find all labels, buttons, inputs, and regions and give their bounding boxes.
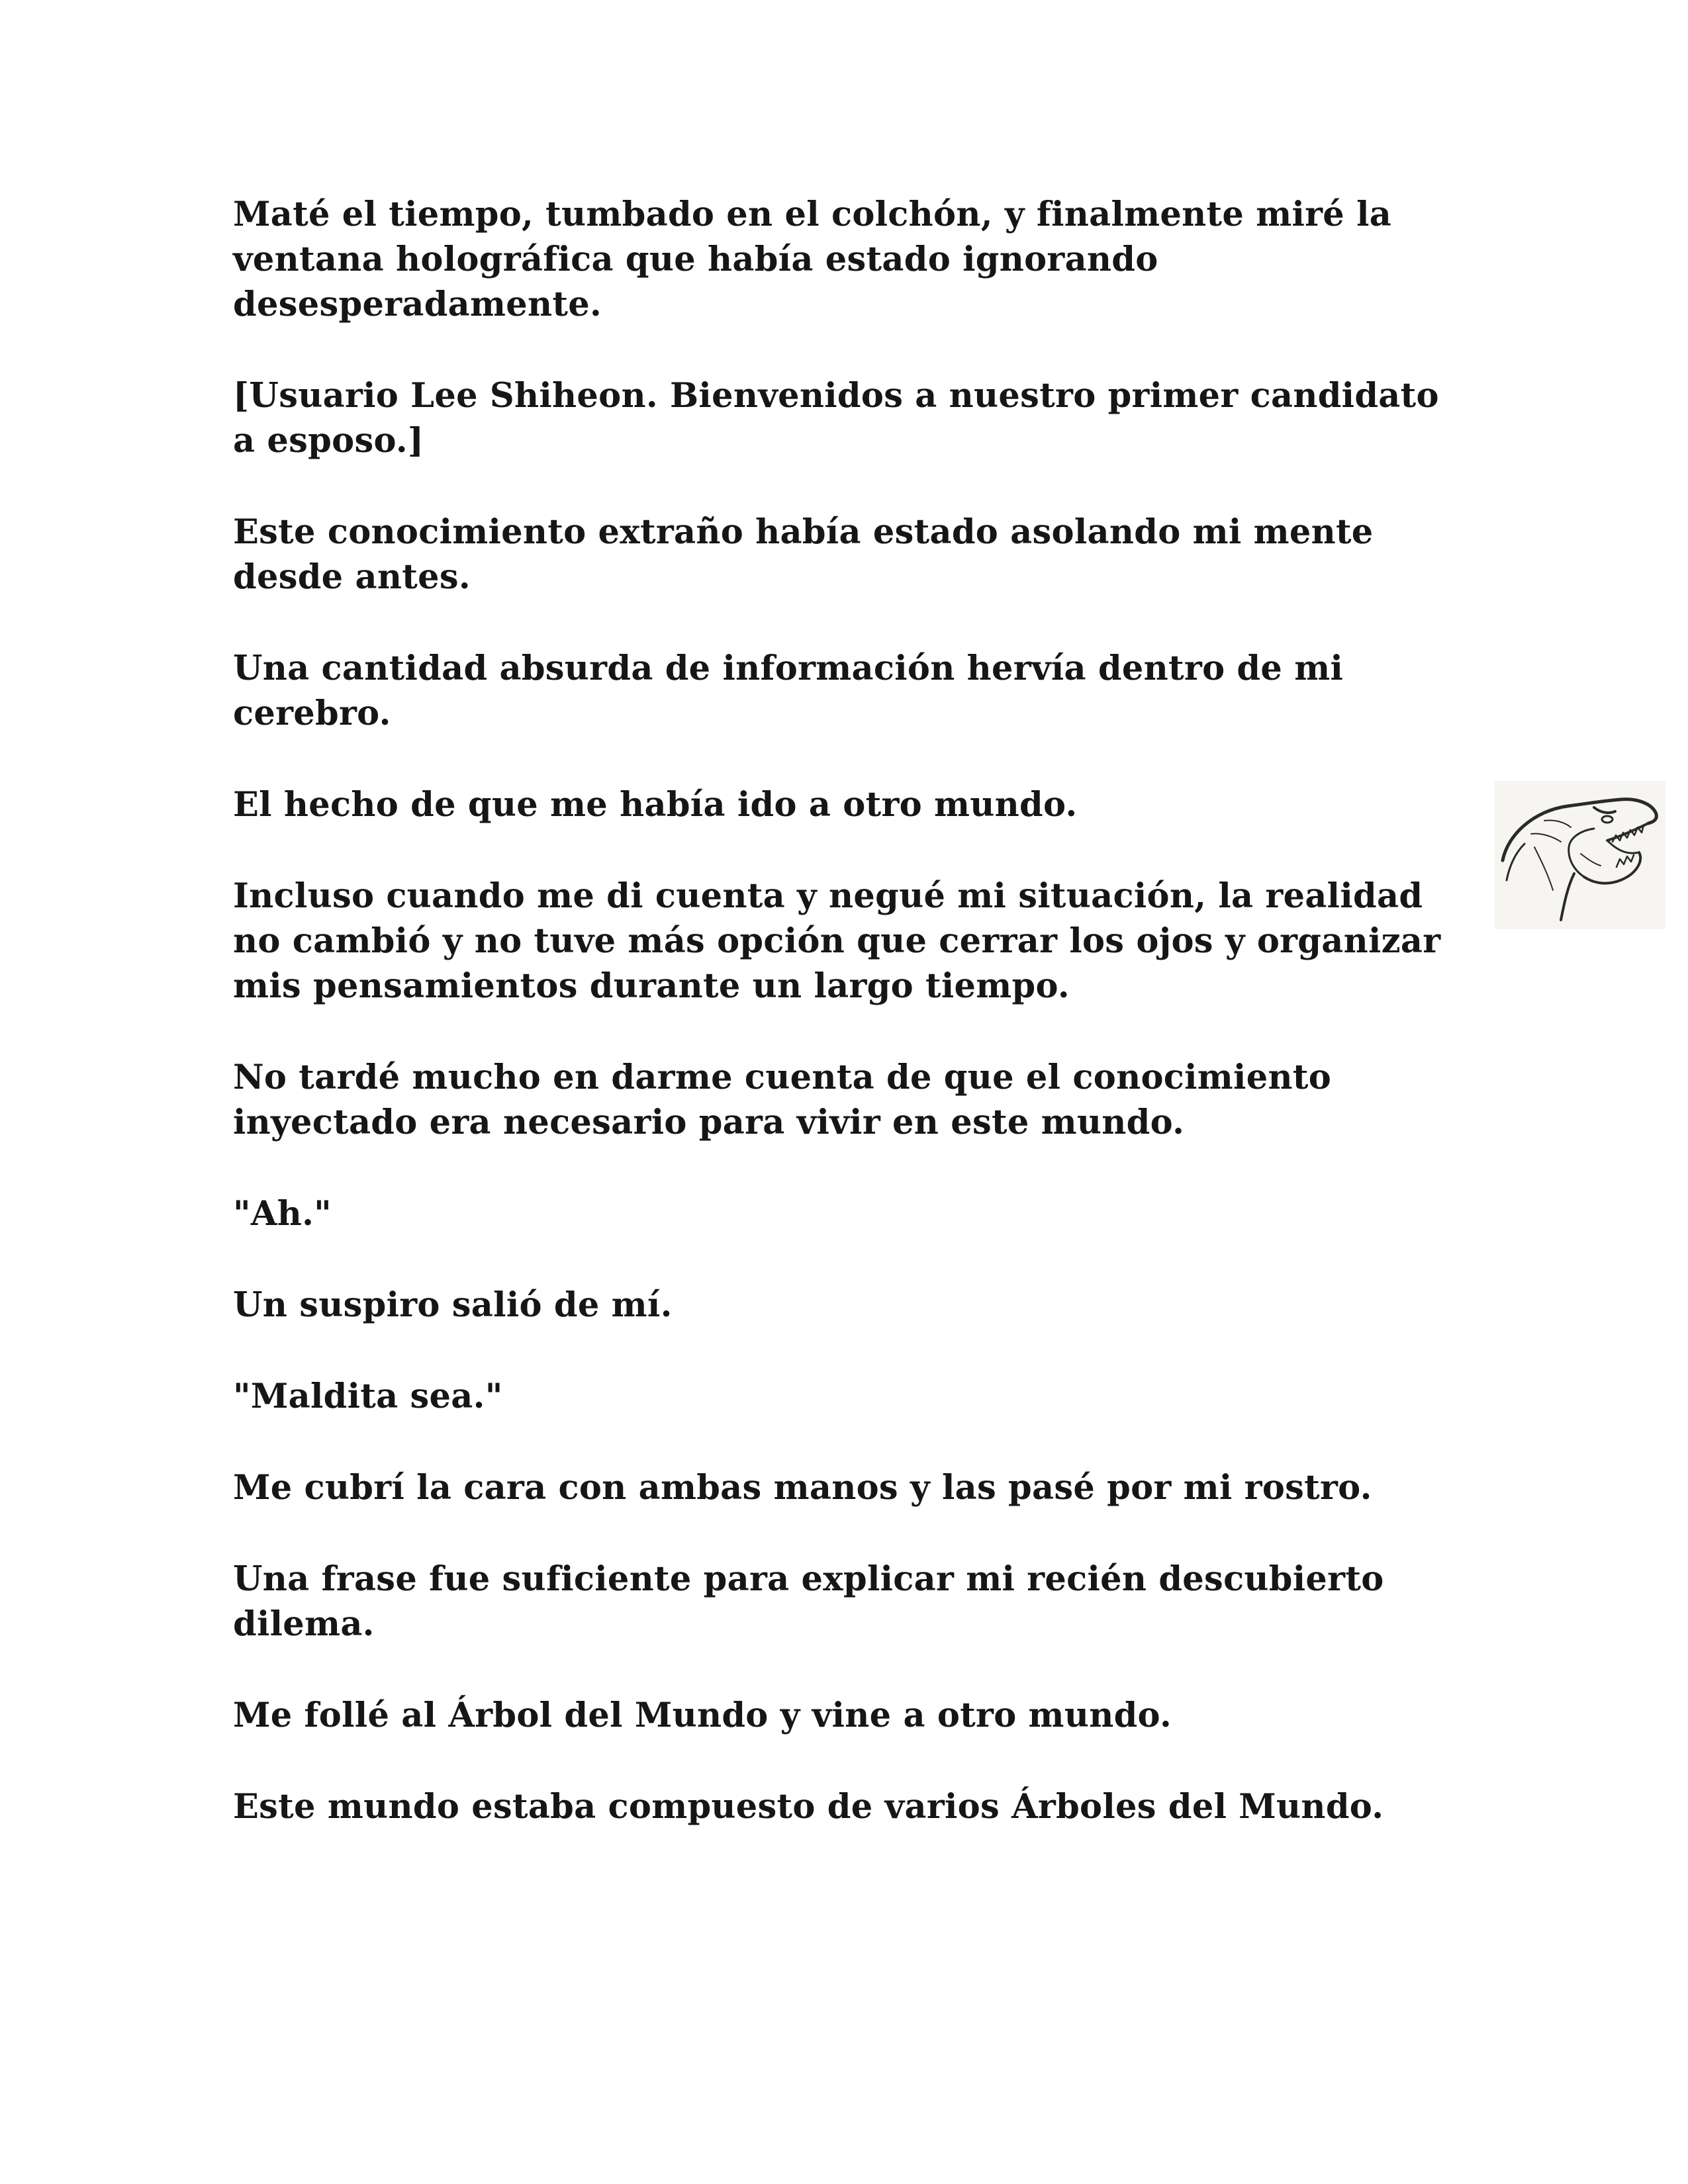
text-body (233, 192, 1464, 1876)
paragraph-14: Este mundo estaba compuesto de varios Árboles del Mundo. (233, 1787, 1384, 1827)
paragraph-1: Maté el tiempo, tumbado en el colchón, y finalmente miré la ventana holográfica que había estado ignorando desesperadamente. (233, 195, 1392, 324)
paragraph-10: "Maldita sea." (233, 1377, 503, 1416)
paragraph-4: Una cantidad absurda de información hervía dentro de mi cerebro. (233, 649, 1344, 733)
paragraph-6: Incluso cuando me di cuenta y negué mi situación, la realidad no cambió y no tuve más opción que cerrar los ojos y organizar mis pensamientos durante un largo tiempo. (233, 876, 1441, 1006)
paragraph-8: "Ah." (233, 1194, 332, 1234)
paragraph-12: Una frase fue suficiente para explicar mi recién descubierto dilema. (233, 1559, 1384, 1644)
paragraph-3: Este conocimiento extraño había estado asolando mi mente desde antes. (233, 512, 1374, 597)
paragraph-7: No tardé mucho en darme cuenta de que el conocimiento inyectado era necesario para vivir en este mundo. (233, 1058, 1332, 1142)
paragraph-2: [Usuario Lee Shiheon. Bienvenidos a nuestro primer candidato a esposo.] (233, 376, 1439, 461)
dinosaur-head-sketch-icon (1495, 781, 1665, 929)
paragraph-13: Me follé al Árbol del Mundo y vine a otro mundo. (233, 1696, 1172, 1735)
paragraph-9: Un suspiro salió de mí. (233, 1285, 673, 1325)
paragraph-5: El hecho de que me había ido a otro mundo. (233, 785, 1078, 825)
paragraph-11: Me cubrí la cara con ambas manos y las pasé por mi rostro. (233, 1468, 1372, 1508)
